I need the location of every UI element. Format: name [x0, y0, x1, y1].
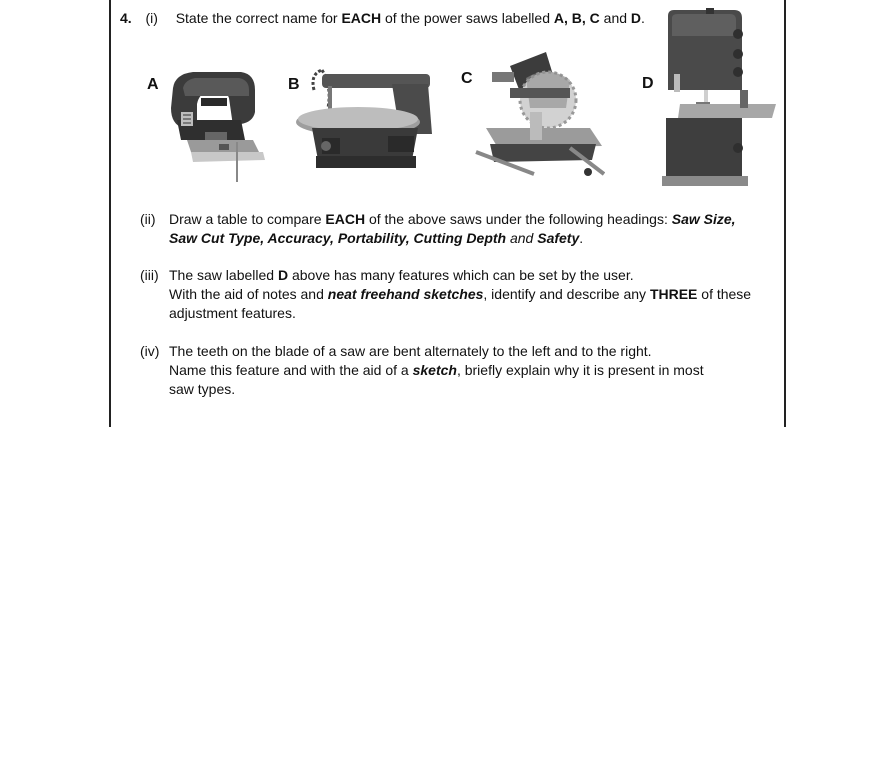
part-ii-line-1: Draw a table to compare EACH of the above saws under the following headings: Saw Size, [169, 211, 736, 227]
mitre-saw-image [470, 48, 605, 184]
band-saw-image [660, 6, 778, 188]
jigsaw-image [163, 68, 273, 184]
part-iii-line-3: adjustment features. [169, 305, 296, 321]
question-number: 4. [120, 10, 132, 26]
scroll-saw-image [292, 64, 440, 182]
part-iii-label: (iii) [140, 267, 159, 283]
part-iv-line-1: The teeth on the blade of a saw are bent alternately to the left and to the right. [169, 343, 652, 359]
part-iv-label: (iv) [140, 343, 160, 359]
part-ii-label: (ii) [140, 211, 156, 227]
part-iv-line-3: saw types. [169, 381, 236, 397]
saw-label-b: B [288, 76, 300, 93]
part-iii-line-2: With the aid of notes and neat freehand sketches, identify and describe any THREE of these [169, 286, 752, 302]
part-iv-line-2: Name this feature and with the aid of a sketch, briefly explain why it is present in most [169, 362, 704, 378]
part-ii-line-2: Saw Cut Type, Accuracy, Portability, Cutting Depth and Safety. [169, 230, 584, 246]
saw-label-c: C [461, 70, 473, 87]
saw-label-a: A [147, 76, 159, 93]
part-iii-line-1: The saw labelled D above has many features which can be set by the user. [169, 267, 634, 283]
saw-label-d: D [642, 75, 654, 92]
part-label: (i) [145, 10, 158, 26]
question-part-i: 4. (i) State the correct name for EACH of the power saws labelled A, B, C and D. [120, 10, 645, 26]
